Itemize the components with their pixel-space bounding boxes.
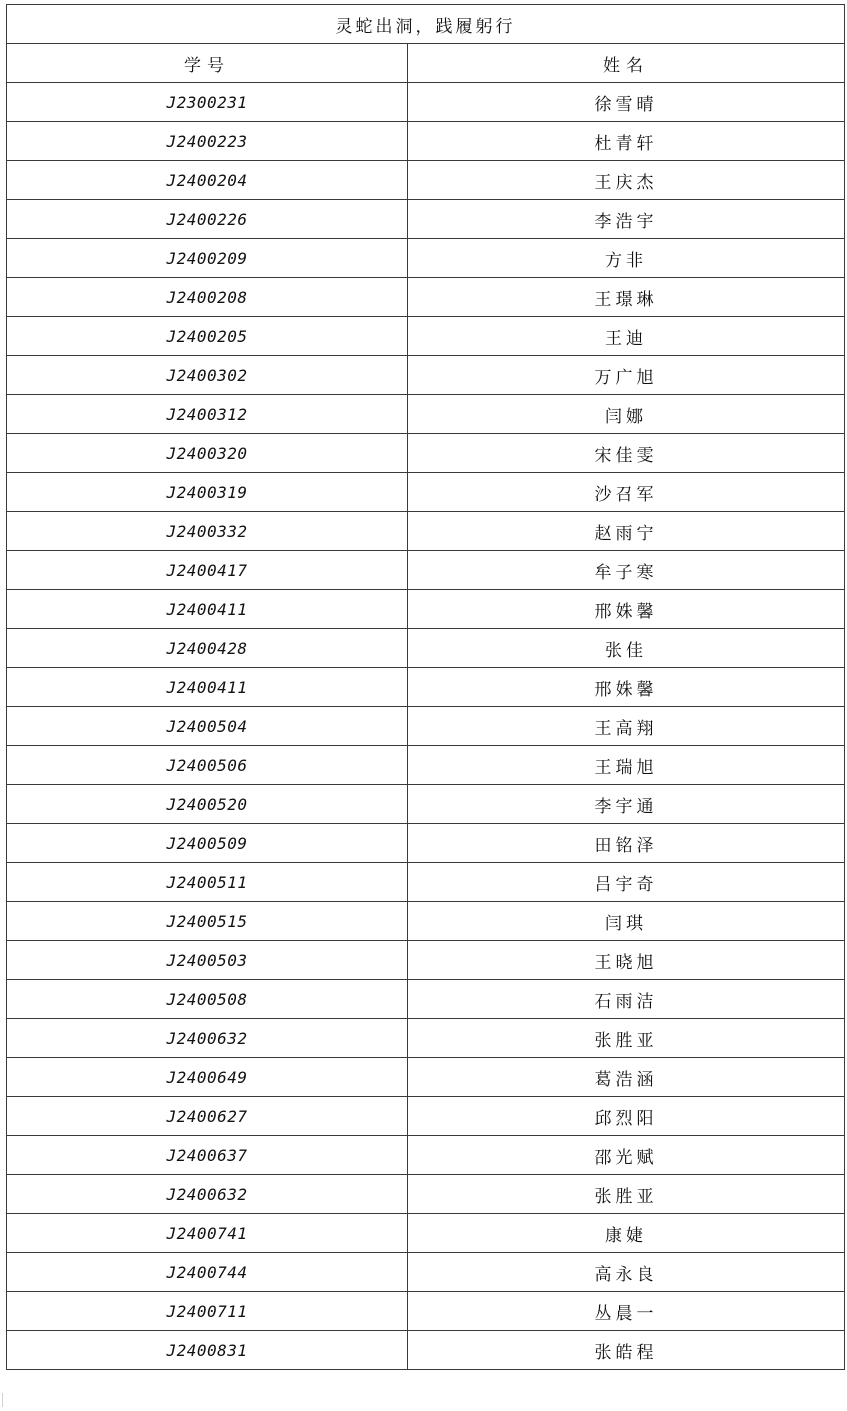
column-header-name: 姓名 xyxy=(408,44,845,83)
table-row xyxy=(7,1253,845,1292)
student-name-cell: 邢姝馨 xyxy=(408,668,845,707)
table-row xyxy=(7,356,845,395)
student-id-cell: J2400320 xyxy=(7,434,408,473)
table-row xyxy=(7,83,845,122)
student-name-cell: 石雨洁 xyxy=(408,980,845,1019)
student-name-cell: 邱烈阳 xyxy=(408,1097,845,1136)
title-row xyxy=(7,5,845,44)
student-id-cell: J2400417 xyxy=(7,551,408,590)
table-row xyxy=(7,902,845,941)
student-id-cell: J2400504 xyxy=(7,707,408,746)
table-row xyxy=(7,746,845,785)
table-row xyxy=(7,668,845,707)
table-row xyxy=(7,1214,845,1253)
table-row xyxy=(7,1058,845,1097)
student-name-cell: 杜青轩 xyxy=(408,122,845,161)
student-name-cell: 邢姝馨 xyxy=(408,590,845,629)
student-roster-table xyxy=(6,4,845,1370)
page-corner-mark-right xyxy=(840,1393,847,1407)
student-id-cell: J2400226 xyxy=(7,200,408,239)
student-id-cell: J2400428 xyxy=(7,629,408,668)
student-name-cell: 张胜亚 xyxy=(408,1175,845,1214)
header-row xyxy=(7,44,845,83)
student-id-cell: J2400411 xyxy=(7,590,408,629)
table-title: 灵蛇出洞，践履躬行 xyxy=(7,5,845,44)
student-id-cell: J2400209 xyxy=(7,239,408,278)
student-name-cell: 康婕 xyxy=(408,1214,845,1253)
table-row xyxy=(7,434,845,473)
page-corner-mark-left xyxy=(2,1393,11,1407)
table-row xyxy=(7,941,845,980)
student-name-cell: 张胜亚 xyxy=(408,1019,845,1058)
table-row xyxy=(7,1097,845,1136)
student-name-cell: 万广旭 xyxy=(408,356,845,395)
student-id-cell: J2400632 xyxy=(7,1019,408,1058)
student-name-cell: 闫娜 xyxy=(408,395,845,434)
student-name-cell: 牟子寒 xyxy=(408,551,845,590)
student-name-cell: 方非 xyxy=(408,239,845,278)
table-row xyxy=(7,707,845,746)
table-row xyxy=(7,512,845,551)
student-name-cell: 沙召军 xyxy=(408,473,845,512)
student-id-cell: J2400744 xyxy=(7,1253,408,1292)
student-name-cell: 宋佳雯 xyxy=(408,434,845,473)
student-id-cell: J2400312 xyxy=(7,395,408,434)
table-row xyxy=(7,317,845,356)
student-name-cell: 丛晨一 xyxy=(408,1292,845,1331)
student-id-cell: J2400302 xyxy=(7,356,408,395)
student-id-cell: J2400627 xyxy=(7,1097,408,1136)
student-id-cell: J2400520 xyxy=(7,785,408,824)
table-row xyxy=(7,1136,845,1175)
student-id-cell: J2300231 xyxy=(7,83,408,122)
student-id-cell: J2400515 xyxy=(7,902,408,941)
student-id-cell: J2400208 xyxy=(7,278,408,317)
table-row xyxy=(7,1331,845,1370)
student-name-cell: 王璟琳 xyxy=(408,278,845,317)
student-id-cell: J2400711 xyxy=(7,1292,408,1331)
table-row xyxy=(7,824,845,863)
table-row xyxy=(7,395,845,434)
student-id-cell: J2400506 xyxy=(7,746,408,785)
student-id-cell: J2400741 xyxy=(7,1214,408,1253)
student-id-cell: J2400831 xyxy=(7,1331,408,1370)
student-id-cell: J2400332 xyxy=(7,512,408,551)
student-id-cell: J2400508 xyxy=(7,980,408,1019)
table-row xyxy=(7,863,845,902)
table-row xyxy=(7,473,845,512)
table-row xyxy=(7,551,845,590)
student-id-cell: J2400411 xyxy=(7,668,408,707)
student-id-cell: J2400319 xyxy=(7,473,408,512)
student-name-cell: 王庆杰 xyxy=(408,161,845,200)
student-name-cell: 张佳 xyxy=(408,629,845,668)
student-name-cell: 李宇通 xyxy=(408,785,845,824)
student-id-cell: J2400637 xyxy=(7,1136,408,1175)
roster-body xyxy=(7,5,845,1370)
student-name-cell: 葛浩涵 xyxy=(408,1058,845,1097)
student-name-cell: 张皓程 xyxy=(408,1331,845,1370)
table-row xyxy=(7,1292,845,1331)
student-name-cell: 吕宇奇 xyxy=(408,863,845,902)
column-header-student-id: 学号 xyxy=(7,44,408,83)
table-row xyxy=(7,122,845,161)
student-id-cell: J2400511 xyxy=(7,863,408,902)
table-row xyxy=(7,239,845,278)
student-name-cell: 田铭泽 xyxy=(408,824,845,863)
table-row xyxy=(7,785,845,824)
table-row xyxy=(7,1019,845,1058)
student-name-cell: 李浩宇 xyxy=(408,200,845,239)
student-id-cell: J2400509 xyxy=(7,824,408,863)
student-name-cell: 王瑞旭 xyxy=(408,746,845,785)
student-name-cell: 闫琪 xyxy=(408,902,845,941)
student-name-cell: 高永良 xyxy=(408,1253,845,1292)
student-id-cell: J2400503 xyxy=(7,941,408,980)
table-row xyxy=(7,278,845,317)
student-name-cell: 徐雪晴 xyxy=(408,83,845,122)
table-row xyxy=(7,200,845,239)
student-name-cell: 赵雨宁 xyxy=(408,512,845,551)
student-name-cell: 邵光赋 xyxy=(408,1136,845,1175)
table-row xyxy=(7,161,845,200)
student-id-cell: J2400204 xyxy=(7,161,408,200)
student-id-cell: J2400223 xyxy=(7,122,408,161)
student-id-cell: J2400649 xyxy=(7,1058,408,1097)
student-id-cell: J2400632 xyxy=(7,1175,408,1214)
student-id-cell: J2400205 xyxy=(7,317,408,356)
student-name-cell: 王高翔 xyxy=(408,707,845,746)
table-row xyxy=(7,980,845,1019)
table-row xyxy=(7,629,845,668)
student-name-cell: 王晓旭 xyxy=(408,941,845,980)
student-name-cell: 王迪 xyxy=(408,317,845,356)
table-row xyxy=(7,1175,845,1214)
table-row xyxy=(7,590,845,629)
